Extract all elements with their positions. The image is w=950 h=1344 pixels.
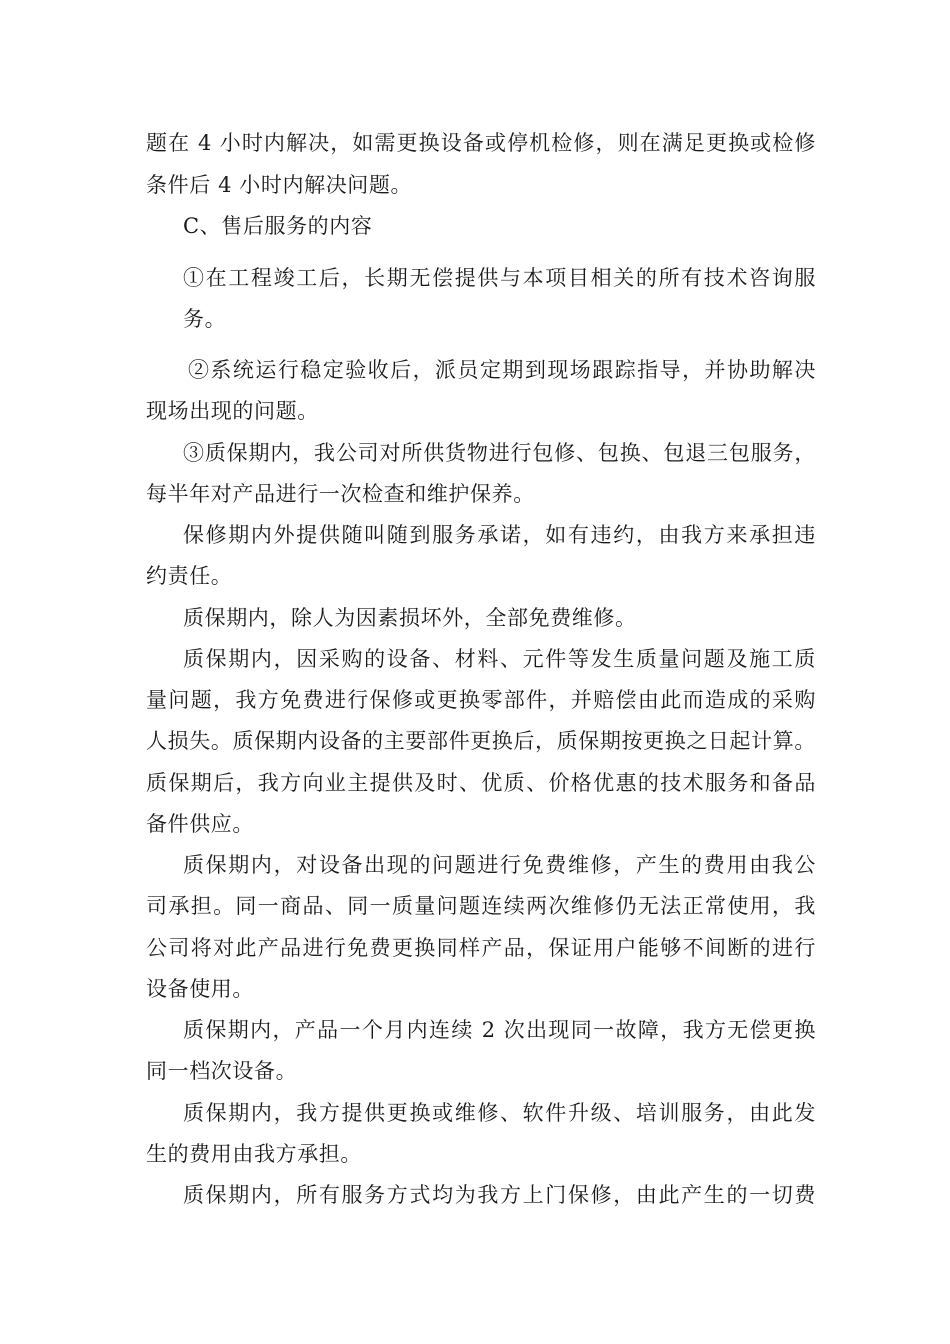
- text-line: 设备使用。: [146, 977, 254, 1001]
- text-line: 约责任。: [146, 564, 233, 588]
- text-line: 质保期后，我方向业主提供及时、优质、价格优惠的技术服务和备品: [146, 771, 816, 795]
- text-line: 质保期内，因采购的设备、材料、元件等发生质量问题及施工质: [183, 647, 816, 671]
- text-line: 质保期内，除人为因素损坏外，全部免费维修。: [183, 606, 637, 630]
- text-line: 务。: [183, 307, 227, 331]
- text-line: 人损失。质保期内设备的主要部件更换后，质保期按更换之日起计算。: [146, 729, 816, 753]
- text-line: ①在工程竣工后，长期无偿提供与本项目相关的所有技术咨询服: [183, 266, 816, 290]
- text-line: 质保期内，我方提供更换或维修、软件升级、培训服务，由此发: [183, 1101, 816, 1125]
- text-line: 题在 4 小时内解决，如需更换设备或停机检修，则在满足更换或检修: [146, 131, 816, 155]
- text-line: 司承担。同一商品、同一质量问题连续两次维修仍无法正常使用，我: [146, 894, 816, 918]
- text-line: 备件供应。: [146, 812, 254, 836]
- text-line: 现场出现的问题。: [146, 399, 319, 423]
- text-line: 公司将对此产品进行免费更换同样产品，保证用户能够不间断的进行: [146, 936, 816, 960]
- text-line: 每半年对产品进行一次检查和维护保养。: [146, 482, 535, 506]
- text-line: 同一档次设备。: [146, 1059, 298, 1083]
- text-line: 生的费用由我方承担。: [146, 1142, 362, 1166]
- text-line: ③质保期内，我公司对所供货物进行包修、包换、包退三包服务，: [183, 441, 816, 465]
- text-line: 质保期内，产品一个月内连续 2 次出现同一故障，我方无偿更换: [183, 1018, 816, 1042]
- section-heading: C、售后服务的内容: [183, 214, 373, 238]
- text-line: 量问题，我方免费进行保修或更换零部件，并赔偿由此而造成的采购: [146, 688, 816, 712]
- text-line: 质保期内，所有服务方式均为我方上门保修，由此产生的一切费: [183, 1183, 816, 1207]
- text-line: 保修期内外提供随叫随到服务承诺，如有违约，由我方来承担违: [183, 523, 816, 547]
- text-line: 质保期内，对设备出现的问题进行免费维修，产生的费用由我公: [183, 853, 816, 877]
- text-line: 条件后 4 小时内解决问题。: [146, 173, 413, 197]
- text-line: ②系统运行稳定验收后，派员定期到现场跟踪指导，并协助解决: [188, 358, 816, 382]
